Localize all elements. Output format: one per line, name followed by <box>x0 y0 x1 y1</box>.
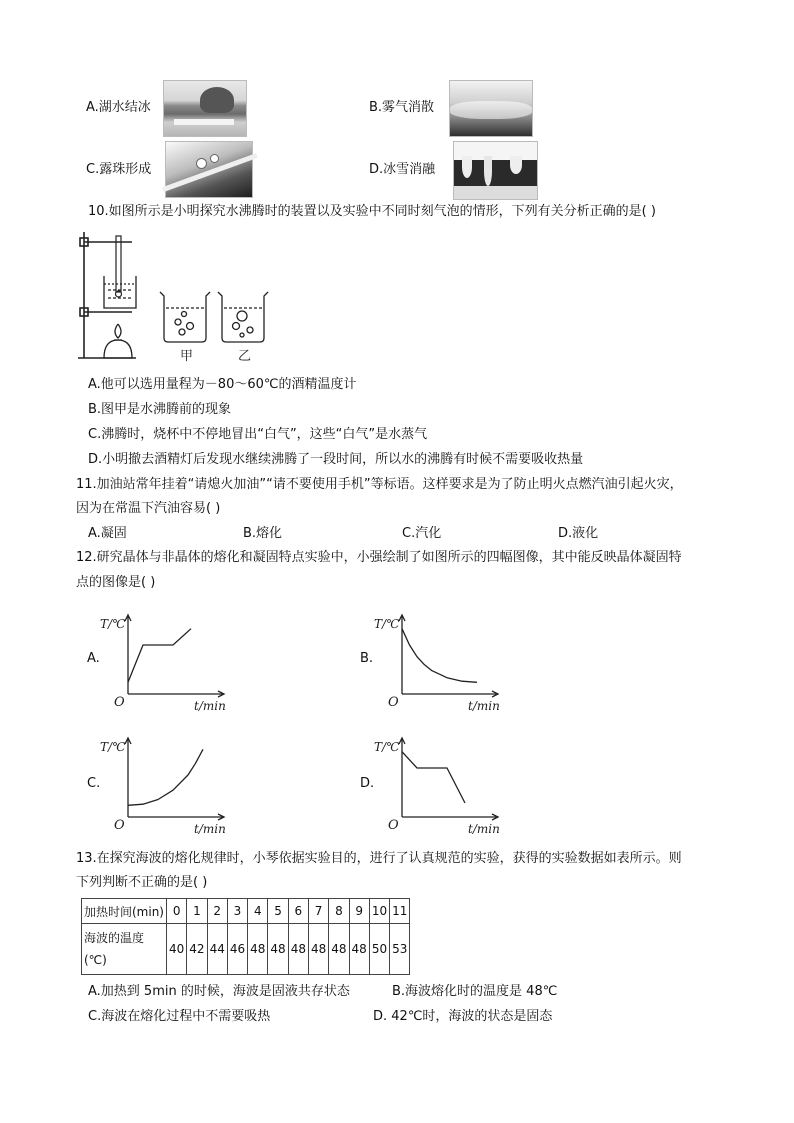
photo-melting-ice <box>453 141 538 200</box>
table-cell-time: 6 <box>288 899 308 924</box>
table-row <box>82 899 410 924</box>
photo-fog <box>449 80 533 137</box>
q11-option-c: C.汽化 <box>402 526 442 541</box>
q12-stem-line1: 12.研究晶体与非晶体的熔化和凝固特点实验中，小强绘制了如图所示的四幅图像，其中能反映晶体凝固特 <box>76 550 682 565</box>
table-cell-time: 2 <box>207 899 227 924</box>
table-header-temp: 海波的温度 (℃) <box>82 924 167 975</box>
y-axis-label: T/℃ <box>100 617 126 631</box>
table-cell-temp: 40 <box>167 924 187 975</box>
q10-option-d: D.小明撤去酒精灯后发现水继续沸腾了一段时间，所以水的沸腾有时候不需要吸收热量 <box>88 452 584 467</box>
q10-stem: 10.如图所示是小明探究水沸腾时的装置以及实验中不同时刻气泡的情形，下列有关分析正确的是( ) <box>88 204 656 219</box>
series-line <box>402 629 477 683</box>
table-cell-time: 3 <box>227 899 247 924</box>
table-cell-time: 1 <box>187 899 207 924</box>
table-cell-temp: 46 <box>227 924 247 975</box>
graph-c-label: C. <box>87 776 101 791</box>
x-axis-label: t/min <box>468 699 500 712</box>
y-axis-label: T/℃ <box>374 740 400 754</box>
table-cell-time: 11 <box>390 899 410 924</box>
table-cell-temp: 42 <box>187 924 207 975</box>
photo-frozen-lake <box>163 80 247 137</box>
q13-option-c: C.海波在熔化过程中不需要吸热 <box>88 1009 271 1024</box>
table-cell-temp: 48 <box>288 924 308 975</box>
label-yi: 乙 <box>238 349 252 364</box>
graph-b-label: B. <box>360 651 374 666</box>
table-cell-temp: 48 <box>268 924 288 975</box>
graph-a-label: A. <box>87 651 100 666</box>
table-cell-time: 8 <box>329 899 349 924</box>
q11-stem-line2: 因为在常温下汽油容易( ) <box>76 501 221 516</box>
q10-option-a: A.他可以选用量程为－80～60℃的酒精温度计 <box>88 377 357 392</box>
thermometer <box>116 236 122 297</box>
table-cell-time: 10 <box>369 899 389 924</box>
q11-option-d: D.液化 <box>558 526 599 541</box>
q9-option-c: C.露珠形成 <box>86 162 152 177</box>
origin-label: O <box>388 695 399 710</box>
origin-label: O <box>388 818 399 833</box>
melting-data-table <box>81 898 410 975</box>
q9-option-a: A.湖水结冰 <box>86 100 151 115</box>
graph-b <box>372 612 502 712</box>
beaker-yi <box>218 292 268 342</box>
beaker-jia <box>160 292 210 342</box>
q9-option-b: B.雾气消散 <box>369 100 435 115</box>
label-jia: 甲 <box>180 349 194 364</box>
table-header-time: 加热时间(min) <box>82 899 167 924</box>
graph-c <box>98 735 228 835</box>
origin-label: O <box>114 818 125 833</box>
table-cell-temp: 44 <box>207 924 227 975</box>
graph-d-label: D. <box>360 776 375 791</box>
table-cell-temp: 50 <box>369 924 389 975</box>
table-cell-time: 9 <box>349 899 369 924</box>
q12-stem-line2: 点的图像是( ) <box>76 575 156 590</box>
iron-stand <box>78 232 136 358</box>
series-line <box>128 629 191 683</box>
q11-option-a: A.凝固 <box>88 526 127 541</box>
table-cell-time: 4 <box>248 899 268 924</box>
table-cell-temp: 48 <box>248 924 268 975</box>
table-cell-temp: 48 <box>329 924 349 975</box>
q13-option-b: B.海波熔化时的温度是 48℃ <box>392 984 558 999</box>
x-axis-label: t/min <box>468 822 500 835</box>
y-axis-label: T/℃ <box>374 617 400 631</box>
origin-label: O <box>114 695 125 710</box>
graph-d <box>372 735 502 835</box>
q10-option-c: C.沸腾时，烧杯中不停地冒出“白气”，这些“白气”是水蒸气 <box>88 427 428 442</box>
table-row <box>82 924 410 975</box>
x-axis-label: t/min <box>194 699 226 712</box>
graph-a <box>98 612 228 712</box>
series-line <box>402 752 465 803</box>
q9-option-d: D.冰雪消融 <box>369 162 436 177</box>
table-cell-temp: 48 <box>308 924 328 975</box>
y-axis-label: T/℃ <box>100 740 126 754</box>
table-cell-time: 5 <box>268 899 288 924</box>
q13-option-d: D. 42℃时，海波的状态是固态 <box>373 1009 553 1024</box>
q13-stem-line1: 13.在探究海波的熔化规律时，小琴依据实验目的，进行了认真规范的实验，获得的实验数据如表所示。则 <box>76 851 682 866</box>
photo-dew <box>165 141 253 198</box>
q11-stem-line1: 11.加油站常年挂着“请熄火加油”“请不要使用手机”等标语。这样要求是为了防止明火点燃汽油引起火灾， <box>76 477 683 492</box>
q10-option-b: B.图甲是水沸腾前的现象 <box>88 402 232 417</box>
table-cell-temp: 53 <box>390 924 410 975</box>
table-cell-time: 7 <box>308 899 328 924</box>
q13-stem-line2: 下列判断不正确的是( ) <box>76 875 208 890</box>
alcohol-lamp <box>104 324 132 358</box>
x-axis-label: t/min <box>194 822 226 835</box>
series-line <box>128 749 203 805</box>
boiling-apparatus-figure <box>74 228 274 368</box>
q13-option-a: A.加热到 5min 的时候，海波是固液共存状态 <box>88 984 350 999</box>
table-cell-temp: 48 <box>349 924 369 975</box>
q11-option-b: B.熔化 <box>243 526 283 541</box>
table-cell-time: 0 <box>167 899 187 924</box>
